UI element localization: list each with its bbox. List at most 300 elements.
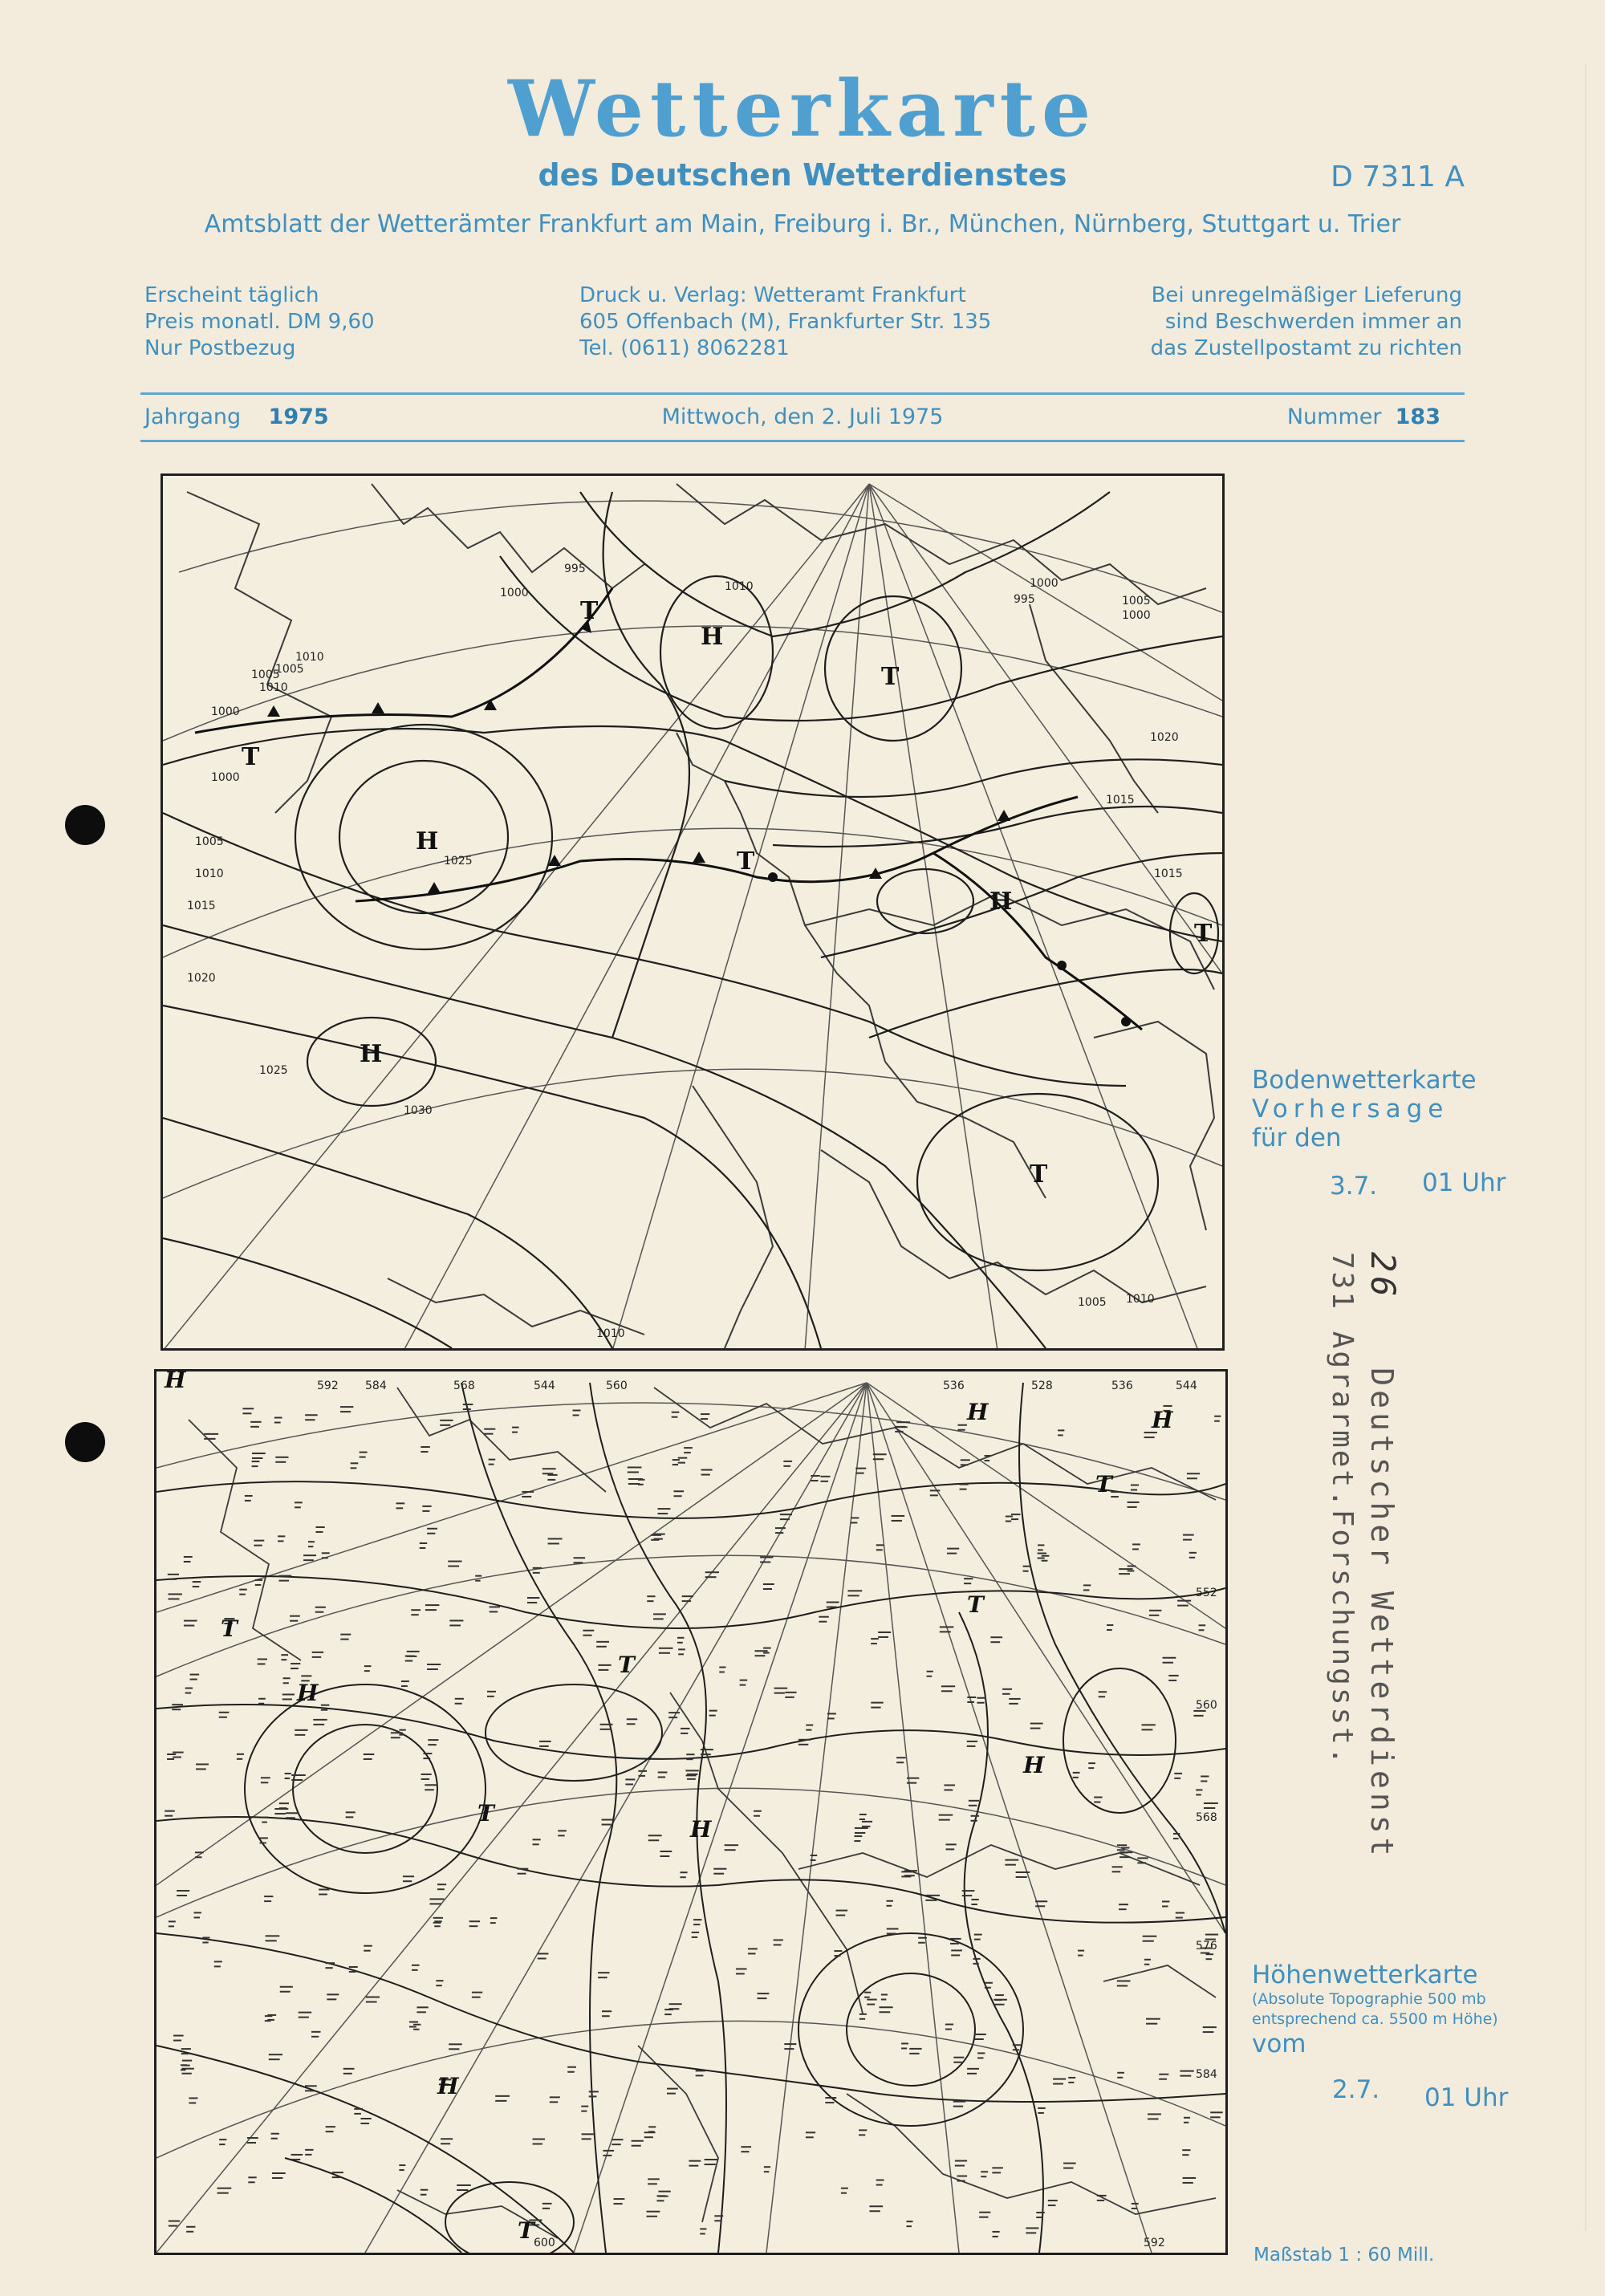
station-plot-mark xyxy=(195,1851,204,1853)
station-plot-mark xyxy=(325,1962,335,1964)
station-plot-mark xyxy=(755,1655,766,1656)
station-plot-mark xyxy=(701,1469,713,1471)
isobar-label: 1010 xyxy=(295,651,324,664)
station-plot-mark xyxy=(859,1814,867,1815)
station-plot-mark xyxy=(258,1663,266,1664)
station-plot-mark xyxy=(573,1409,581,1411)
station-plot-mark xyxy=(421,1774,432,1775)
station-plot-mark xyxy=(625,1783,633,1785)
station-plot-mark xyxy=(736,1973,745,1974)
station-plot-mark xyxy=(315,1607,326,1608)
station-plot-mark xyxy=(533,1567,542,1569)
station-plot-mark xyxy=(677,1642,683,1644)
station-plot-mark xyxy=(693,1919,701,1920)
station-plot-mark xyxy=(990,1636,1002,1638)
station-plot-mark xyxy=(950,1943,959,1944)
station-plot-mark xyxy=(449,2043,462,2045)
station-plot-mark xyxy=(412,1965,420,1966)
station-plot-mark xyxy=(204,1433,218,1435)
station-plot-mark xyxy=(851,1522,857,1523)
station-plot-mark xyxy=(364,1758,372,1760)
masthead-title: Wetterkarte xyxy=(507,63,1098,154)
station-plot-mark xyxy=(567,2066,576,2068)
station-plot-mark xyxy=(940,1631,951,1632)
station-plot-mark xyxy=(847,1595,859,1596)
station-plot-mark xyxy=(427,1668,438,1670)
station-plot-mark xyxy=(780,1518,790,1520)
station-plot-mark xyxy=(1063,2168,1073,2169)
station-plot-mark xyxy=(1097,2200,1104,2201)
station-plot-mark xyxy=(827,1602,839,1603)
station-plot-mark xyxy=(596,1641,609,1643)
station-plot-mark xyxy=(558,1835,564,1836)
station-plot-mark xyxy=(396,1502,405,1504)
isobars xyxy=(163,492,1222,1348)
station-plot-mark xyxy=(1023,1566,1030,1567)
station-plot-mark xyxy=(436,1985,441,1986)
station-plot-mark xyxy=(678,1653,684,1655)
station-plot-mark xyxy=(659,1652,670,1654)
station-plot-mark xyxy=(1121,1847,1129,1848)
station-plot-mark xyxy=(672,1416,678,1418)
station-plot-mark xyxy=(647,1595,655,1597)
station-plot-mark xyxy=(469,1925,478,1927)
info-line: Preis monatl. DM 9,60 xyxy=(144,310,375,334)
station-plot-mark xyxy=(1214,1420,1220,1422)
for-label: für den xyxy=(1252,1124,1342,1152)
station-plot-mark xyxy=(628,1483,640,1485)
station-plot-mark xyxy=(1132,1543,1140,1545)
station-plot-mark xyxy=(305,2090,315,2091)
masthead-subtitle: des Deutschen Wetterdienstes xyxy=(538,157,1067,193)
station-plot-mark xyxy=(184,1625,194,1627)
station-plot-mark xyxy=(433,1917,443,1919)
station-plot-mark xyxy=(484,1428,495,1430)
station-plot-mark xyxy=(421,1446,430,1448)
station-plot-mark xyxy=(181,2073,191,2075)
station-plot-mark xyxy=(364,1950,370,1952)
graticule xyxy=(163,484,1222,1348)
station-plot-mark xyxy=(469,1920,480,1922)
station-plot-mark xyxy=(656,2195,665,2196)
station-plot-mark xyxy=(558,1830,567,1831)
station-plot-mark xyxy=(455,1703,462,1705)
station-plot-mark xyxy=(647,1600,653,1602)
station-plot-mark xyxy=(974,1939,981,1940)
station-plot-mark xyxy=(855,1468,866,1469)
station-plot-mark xyxy=(349,1966,358,1968)
isobar-label: 1005 xyxy=(275,663,304,676)
station-plot-mark xyxy=(165,1810,175,1812)
station-plot-mark xyxy=(740,1684,746,1686)
station-plot-mark xyxy=(681,1728,690,1729)
station-plot-mark xyxy=(173,2035,184,2037)
station-plot-mark xyxy=(811,1855,818,1856)
station-plot-mark xyxy=(806,2131,815,2133)
station-plot-mark xyxy=(1030,1728,1041,1729)
station-plot-mark xyxy=(366,2001,377,2003)
station-plot-mark xyxy=(399,1729,405,1731)
station-plot-mark xyxy=(196,1768,206,1770)
upper-map-time: 01 Uhr xyxy=(1424,2083,1509,2112)
isobar-label: 1010 xyxy=(1126,1293,1155,1306)
station-plot-mark xyxy=(472,1997,481,1998)
station-plot-mark xyxy=(653,1613,666,1615)
station-plot-mark xyxy=(602,2015,610,2017)
station-plot-mark xyxy=(1183,1534,1194,1536)
station-plot-mark xyxy=(412,1969,418,1971)
station-plot-mark xyxy=(881,1994,888,1996)
station-plot-mark xyxy=(305,1419,315,1420)
stamp-line: Deutscher Wetterdienst xyxy=(1364,1367,1400,1860)
station-plot-mark xyxy=(864,1992,871,1993)
station-plot-mark xyxy=(573,1414,579,1416)
pressure-center-label: H xyxy=(1152,1407,1173,1433)
station-plot-mark xyxy=(321,1705,330,1706)
station-plot-mark xyxy=(785,1697,794,1698)
station-plot-mark xyxy=(204,1438,215,1440)
station-plot-mark xyxy=(896,1757,905,1758)
station-plot-mark xyxy=(834,1955,840,1957)
station-plot-mark xyxy=(351,1467,357,1469)
station-plot-mark xyxy=(760,1561,770,1562)
station-plot-mark xyxy=(693,1924,700,1925)
station-plot-mark xyxy=(736,1968,746,1969)
station-plot-mark xyxy=(909,2053,919,2054)
height-label: 568 xyxy=(1196,1811,1217,1824)
station-plot-mark xyxy=(763,1588,772,1590)
station-plot-mark xyxy=(774,1693,785,1694)
station-plot-mark xyxy=(1016,1876,1027,1878)
station-plot-mark xyxy=(834,1950,842,1952)
station-plot-mark xyxy=(598,1664,611,1666)
station-plot-mark xyxy=(327,1993,339,1995)
station-plot-mark xyxy=(1053,2079,1066,2080)
station-plot-mark xyxy=(185,1693,192,1694)
station-plot-mark xyxy=(286,1817,295,1819)
station-plot-mark xyxy=(677,1637,684,1639)
station-plot-mark xyxy=(1013,2044,1021,2046)
station-plot-mark xyxy=(836,1915,846,1916)
station-plot-mark xyxy=(1159,2079,1167,2080)
station-plot-mark xyxy=(612,2144,620,2145)
station-plot-mark xyxy=(472,1992,482,1993)
station-plot-mark xyxy=(1078,1955,1083,1957)
station-plot-mark xyxy=(977,2057,983,2058)
station-plot-mark xyxy=(969,1800,979,1802)
station-plot-mark xyxy=(360,2123,369,2124)
station-plot-mark xyxy=(1006,1516,1013,1518)
station-plot-mark xyxy=(281,1659,286,1660)
station-plot-mark xyxy=(186,2226,195,2228)
station-plot-mark xyxy=(1038,1553,1046,1554)
station-plot-mark xyxy=(945,2029,952,2030)
station-plot-mark xyxy=(1099,1696,1105,1697)
station-plot-mark xyxy=(423,1753,432,1754)
station-plot-mark xyxy=(1117,1980,1131,1981)
station-plot-mark xyxy=(533,2143,542,2144)
station-plot-mark xyxy=(953,2062,961,2063)
station-plot-mark xyxy=(1117,2077,1123,2079)
station-plot-mark xyxy=(740,1680,748,1681)
station-plot-mark xyxy=(518,1873,526,1875)
station-plot-mark xyxy=(1083,1584,1091,1586)
station-plot-mark xyxy=(1073,1772,1080,1774)
station-plot-mark xyxy=(878,1632,891,1633)
station-plot-mark xyxy=(522,1496,531,1497)
station-plot-mark xyxy=(1088,1762,1095,1764)
coastlines xyxy=(187,484,1214,1348)
station-plot-mark xyxy=(951,1954,960,1956)
station-plot-mark xyxy=(1036,2212,1044,2213)
station-plot-mark xyxy=(851,1517,859,1518)
station-plot-mark xyxy=(252,1465,258,1467)
number-label: Nummer xyxy=(1286,404,1382,429)
station-plot-mark xyxy=(684,1452,691,1453)
station-plot-mark xyxy=(550,2096,560,2098)
station-plot-mark xyxy=(283,1682,289,1684)
station-plot-mark xyxy=(258,1698,266,1700)
station-plot-mark xyxy=(859,2018,865,2020)
station-plot-mark xyxy=(985,1455,991,1457)
station-plot-mark xyxy=(847,1590,862,1591)
header-rule-top xyxy=(140,392,1465,395)
station-plot-mark xyxy=(1026,2232,1036,2233)
station-plot-mark xyxy=(489,1459,496,1461)
station-plot-mark xyxy=(1183,2177,1197,2179)
station-plot-mark xyxy=(262,1822,267,1823)
station-plot-mark xyxy=(1187,1477,1197,1479)
station-plot-mark xyxy=(993,2236,998,2237)
station-plot-mark xyxy=(196,1763,209,1765)
receipt-stamp xyxy=(1326,1252,1403,1860)
station-plot-mark xyxy=(274,1422,281,1424)
pressure-center-label: T xyxy=(518,2217,534,2244)
station-plot-mark xyxy=(977,1697,986,1699)
surface-map-date: 3.7. xyxy=(1330,1172,1378,1201)
station-plot-mark xyxy=(962,1895,973,1896)
station-plot-mark xyxy=(312,1656,322,1658)
station-plot-mark xyxy=(925,1895,940,1896)
station-plot-mark xyxy=(653,1618,664,1619)
station-plot-mark xyxy=(490,1922,496,1924)
year-value: 1975 xyxy=(268,404,329,429)
station-plot-mark xyxy=(598,1972,609,1973)
station-plot-mark xyxy=(1187,1473,1200,1474)
pressure-center-label: T xyxy=(618,1652,635,1678)
station-plot-mark xyxy=(449,1624,461,1626)
station-plot-mark xyxy=(657,1513,668,1514)
station-plot-mark xyxy=(1204,1802,1218,1804)
station-plot-mark xyxy=(1210,2116,1220,2118)
station-plot-mark xyxy=(539,1745,549,1747)
map-scale: Maßstab 1 : 60 Mill. xyxy=(1254,2245,1435,2266)
pressure-center-label: T xyxy=(967,1591,984,1618)
station-plot-mark xyxy=(1009,1698,1020,1700)
official-gazette-line: Amtsblatt der Wetterämter Frankfurt am Main, Freiburg i. Br., München, Nürnberg, Stuttgart u. Trier xyxy=(204,210,1401,238)
station-plot-mark xyxy=(279,1802,289,1804)
station-plot-mark xyxy=(985,1982,993,1984)
station-plot-mark xyxy=(405,1660,412,1662)
isobar-label: 1005 xyxy=(251,668,280,681)
station-plot-mark xyxy=(950,1938,961,1940)
station-plot-mark xyxy=(873,1458,884,1460)
station-plot-mark xyxy=(455,1698,464,1700)
station-plot-mark xyxy=(1131,1485,1139,1486)
station-plot-mark xyxy=(1183,2182,1193,2184)
contour-height-labels xyxy=(317,1380,1217,2249)
station-plot-mark xyxy=(589,2091,599,2092)
station-plot-mark xyxy=(659,1648,673,1649)
station-plot-mark xyxy=(1199,1624,1206,1626)
station-plot-mark xyxy=(1117,1985,1128,1986)
station-plot-mark xyxy=(930,1494,938,1496)
station-plot-mark xyxy=(583,1630,594,1632)
height-label: 560 xyxy=(1196,1699,1217,1712)
station-plot-mark xyxy=(927,1671,933,1672)
station-plot-mark xyxy=(1214,1416,1221,1417)
station-plot-mark xyxy=(855,1832,865,1834)
station-plot-mark xyxy=(193,1581,201,1583)
station-plot-mark xyxy=(648,2183,657,2184)
station-plot-mark xyxy=(1204,1807,1215,1809)
station-plot-mark xyxy=(266,1940,277,1941)
upper-map-caption xyxy=(1252,1961,1498,2058)
station-plot-mark xyxy=(906,2225,911,2227)
station-plot-mark xyxy=(648,1839,660,1841)
station-plot-mark xyxy=(409,2022,418,2023)
station-plot-mark xyxy=(974,2034,986,2035)
station-plot-mark xyxy=(290,1615,300,1617)
station-plot-mark xyxy=(245,1500,251,1502)
station-plot-mark xyxy=(957,1429,965,1431)
station-plot-mark xyxy=(421,1778,429,1780)
station-plot-mark xyxy=(967,1697,976,1698)
info-line: Erscheint täglich xyxy=(144,283,319,307)
station-plot-mark xyxy=(425,1609,437,1611)
station-plot-mark xyxy=(1005,1864,1016,1866)
station-plot-mark xyxy=(811,1480,818,1481)
station-plot-mark xyxy=(173,1752,183,1753)
station-plot-mark xyxy=(859,2014,867,2015)
info-line: das Zustellpostamt zu richten xyxy=(1150,336,1462,360)
station-plot-mark xyxy=(895,1431,903,1432)
station-plot-mark xyxy=(862,1826,871,1827)
station-plot-mark xyxy=(961,1459,970,1461)
station-plot-mark xyxy=(993,2004,1004,2005)
station-plot-mark xyxy=(167,1753,176,1755)
station-plot-mark xyxy=(202,1937,209,1939)
station-plot-mark xyxy=(308,1541,315,1542)
station-plot-mark xyxy=(165,1815,173,1817)
station-plot-mark xyxy=(428,1744,436,1745)
station-plot-mark xyxy=(411,1609,421,1611)
year-label: Jahrgang xyxy=(144,404,242,429)
station-plot-mark xyxy=(219,2139,226,2140)
station-plot-mark xyxy=(798,1744,808,1745)
handwritten-number: 26 xyxy=(1363,1252,1403,1301)
station-plot-mark xyxy=(1180,2070,1193,2072)
station-plot-mark xyxy=(518,1868,529,1870)
station-plot-mark xyxy=(603,2150,614,2152)
station-plot-mark xyxy=(783,1465,790,1467)
station-plot-mark xyxy=(1128,1506,1137,1508)
pressure-center-label: H xyxy=(989,888,1013,916)
station-plot-mark xyxy=(1038,1544,1044,1546)
station-plot-mark xyxy=(754,1815,760,1817)
station-plot-mark xyxy=(867,1999,876,2001)
station-plot-mark xyxy=(463,1408,471,1410)
station-plot-mark xyxy=(269,2058,280,2060)
station-plot-mark xyxy=(668,1717,677,1718)
station-plot-mark xyxy=(315,1531,323,1533)
station-plot-mark xyxy=(974,2038,984,2040)
height-label: 576 xyxy=(1196,1940,1217,1953)
station-plot-mark xyxy=(449,1619,463,1621)
station-plot-mark xyxy=(654,1538,663,1540)
station-plot-mark xyxy=(783,1461,792,1462)
station-plot-mark xyxy=(427,1664,441,1665)
station-plot-mark xyxy=(1048,2205,1056,2206)
station-plot-mark xyxy=(539,1741,551,1742)
station-plot-mark xyxy=(1088,1767,1094,1769)
station-plot-mark xyxy=(512,1427,519,1428)
station-plot-mark xyxy=(1038,2107,1045,2109)
height-label: 584 xyxy=(365,1380,387,1392)
station-plot-mark xyxy=(892,1520,902,1522)
station-plot-mark xyxy=(705,1571,719,1573)
station-plot-mark xyxy=(239,1594,246,1595)
station-plot-mark xyxy=(427,1533,435,1534)
upper-air-map xyxy=(154,1369,1228,2255)
station-plot-mark xyxy=(532,1843,538,1845)
station-plot-mark xyxy=(628,1471,639,1473)
pressure-center-label: H xyxy=(416,827,439,855)
station-plot-mark xyxy=(1073,1777,1079,1778)
station-plot-mark xyxy=(962,1890,975,1892)
pressure-center-label: T xyxy=(1030,1160,1048,1189)
station-plot-mark xyxy=(449,2048,459,2050)
station-plot-mark xyxy=(1201,1780,1207,1782)
station-plot-mark xyxy=(1182,2154,1189,2156)
station-plot-mark xyxy=(364,1670,370,1672)
station-plot-mark xyxy=(1174,1773,1182,1774)
pressure-center-label: H xyxy=(360,1040,383,1068)
station-plot-mark xyxy=(354,2108,363,2110)
station-plot-mark xyxy=(1011,1518,1018,1520)
station-plot-mark xyxy=(271,2133,279,2135)
station-plot-mark xyxy=(242,1412,251,1414)
surface-map-title: Bodenwetterkarte xyxy=(1252,1066,1477,1095)
station-plot-mark xyxy=(981,2176,986,2177)
station-plot-mark xyxy=(522,1491,534,1493)
station-plot-mark xyxy=(360,1452,368,1453)
info-line: sind Beschwerden immer an xyxy=(1164,310,1462,334)
station-plot-mark xyxy=(290,1620,298,1622)
station-plot-mark xyxy=(267,2019,274,2021)
station-plot-mark xyxy=(1111,1491,1120,1493)
coastlines xyxy=(189,1388,1216,2238)
station-plot-mark xyxy=(944,1789,953,1790)
station-plot-mark xyxy=(264,1896,273,1897)
station-plot-mark xyxy=(1189,1557,1195,1558)
station-plot-mark xyxy=(992,2167,1002,2168)
station-plot-mark xyxy=(763,1648,771,1649)
station-plot-mark xyxy=(280,1991,291,1993)
station-plot-mark xyxy=(806,1729,811,1731)
station-plot-mark xyxy=(820,1481,828,1482)
station-plot-mark xyxy=(280,1986,293,1988)
